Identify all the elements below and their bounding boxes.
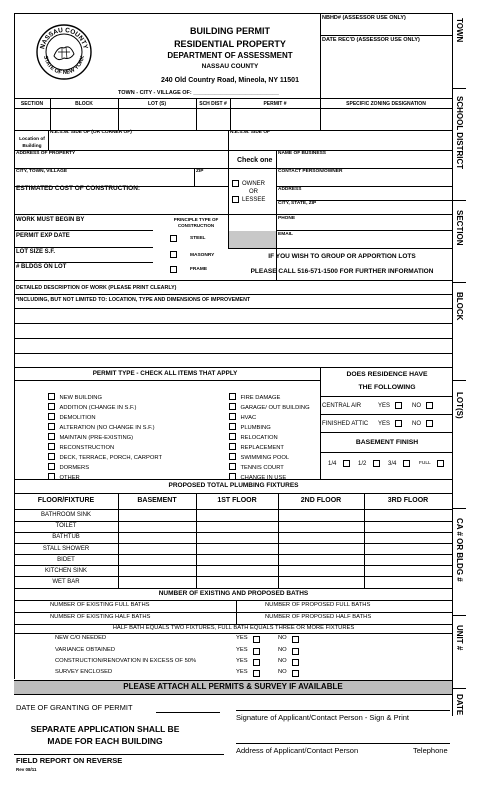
permit-type-item[interactable]: MAINTAIN (PRE-EXISTING) [48, 426, 133, 444]
email-label: EMAIL [278, 232, 293, 237]
question-yes: YES [236, 647, 248, 653]
side-label-block: BLOCK [455, 292, 464, 321]
permit-exp-date: PERMIT EXP DATE [16, 233, 70, 239]
lot-size: LOT SIZE S.F. [16, 249, 56, 255]
plumbing-col-1st: 1ST FLOOR [217, 497, 257, 504]
frame-label: FRAME [190, 267, 208, 272]
residence-title-2: THE FOLLOWING [358, 384, 416, 391]
central-air-no-checkbox[interactable] [426, 402, 433, 409]
masonry-label: MASONRY [190, 253, 215, 258]
question-label: SURVEY ENCLOSED [55, 669, 113, 675]
permit-type-item[interactable]: RELOCATION [229, 426, 278, 444]
zip-label: ZIP [196, 169, 204, 174]
question-no: NO [278, 635, 287, 641]
address-line[interactable] [236, 743, 450, 744]
lots-input[interactable] [119, 109, 195, 129]
permit-type-left-list [48, 386, 228, 481]
separate-application-2: MADE FOR EACH BUILDING [47, 736, 163, 746]
nesw-side-2: N.E.S.W. SIDE OF [230, 130, 270, 135]
location-label: Location of Building [19, 137, 45, 150]
or-label: OR [249, 189, 258, 195]
question-no-checkbox[interactable] [292, 648, 299, 655]
permit-type-item[interactable]: GARAGE/ OUT BUILDING [229, 396, 310, 414]
side-divider [452, 13, 453, 716]
question-yes-checkbox[interactable] [253, 659, 260, 666]
revision-date: Rev 08/11 [16, 767, 37, 772]
date-granting-label: DATE OF GRANTING OF PERMIT [16, 703, 133, 712]
permit-type-item[interactable]: OTHER ____________________________ [48, 466, 172, 484]
separate-application-1: SEPARATE APPLICATION SHALL BE [30, 724, 180, 734]
lessee-checkbox[interactable] [232, 196, 239, 203]
county-seal [36, 24, 92, 80]
col-section: SECTION [20, 101, 44, 107]
question-yes-checkbox[interactable] [253, 636, 260, 643]
permit-type-item[interactable]: SWIMMING POOL [229, 446, 289, 464]
side-label-lots: LOT(S) [455, 392, 464, 419]
col-block: BLOCK [75, 101, 93, 107]
finished-attic-yes-checkbox[interactable] [395, 420, 402, 427]
basement-three-quarter: 3/4 [388, 461, 397, 467]
permit-type-item[interactable]: RECONSTRUCTION [48, 436, 114, 454]
central-air-label: CENTRAL AIR [322, 403, 362, 409]
question-yes: YES [236, 658, 248, 664]
steel-checkbox[interactable] [170, 235, 177, 242]
central-air-yes: YES [378, 403, 391, 409]
proposed-half-baths: NUMBER OF PROPOSED HALF BATHS [265, 614, 372, 620]
phone-label: PHONE [278, 216, 296, 221]
permit-input[interactable] [231, 109, 319, 129]
address-of-property: ADDRESS OF PROPERTY [16, 151, 76, 156]
fixture-label: KITCHEN SINK [44, 568, 87, 574]
question-no: NO [278, 669, 287, 675]
fixture-label: BATHTUB [52, 534, 80, 540]
permit-type-title: PERMIT TYPE - CHECK ALL ITEMS THAT APPLY [92, 370, 238, 377]
plumbing-col-basement: BASEMENT [137, 497, 177, 504]
side-label-town: TOWN [455, 18, 464, 43]
half-bath-note: HALF BATH EQUALS TWO FIXTURES, FULL BATH EQUALS THREE OR MORE FIXTURES [112, 625, 355, 631]
basement-three-quarter-checkbox[interactable] [403, 460, 410, 467]
principle-type: PRINCIPLE TYPE OF CONSTRUCTION [173, 217, 219, 229]
date-granting-line[interactable] [156, 712, 220, 713]
nesw-side: N.E.S.W. SIDE OF (OR CORNER OF) [50, 130, 132, 135]
form-title: BUILDING PERMIT [190, 26, 270, 36]
finished-attic-yes: YES [378, 421, 391, 427]
permit-type-item[interactable]: HVAC [229, 406, 256, 424]
lessee-label: LESSEE [242, 197, 266, 203]
permit-type-item[interactable]: ADDITION (CHANGE IN S.F.) [48, 396, 136, 414]
section-input[interactable] [15, 109, 49, 129]
basement-quarter-checkbox[interactable] [343, 460, 350, 467]
question-no-checkbox[interactable] [292, 636, 299, 643]
question-label: VARIANCE OBTAINED [55, 647, 116, 653]
city-state-zip: CITY, STATE, ZIP [278, 201, 317, 206]
signature-line[interactable] [236, 710, 450, 711]
question-no: NO [278, 658, 287, 664]
question-no-checkbox[interactable] [292, 659, 299, 666]
residence-title-1: DOES RESIDENCE HAVE [346, 371, 428, 378]
plumbing-col-3rd: 3RD FLOOR [387, 497, 429, 504]
plumbing-col-2nd: 2ND FLOOR [300, 497, 342, 504]
central-air-no: NO [412, 403, 421, 409]
basement-full: FULL [419, 461, 431, 466]
existing-half-baths: NUMBER OF EXISTING HALF BATHS [50, 614, 151, 620]
col-lots: LOT (S) [147, 101, 167, 107]
fixture-label: STALL SHOWER [42, 546, 90, 552]
permit-type-item[interactable]: PLUMBING [229, 416, 271, 434]
city-town-village: CITY, TOWN, VILLAGE [16, 169, 68, 174]
contact-person: CONTACT PERSON/OWNER [278, 169, 343, 174]
col-sch-dist: SCH DIST # [199, 101, 227, 107]
question-yes-checkbox[interactable] [253, 648, 260, 655]
permit-type-item[interactable]: DECK, TERRACE, PORCH, CARPORT [48, 446, 162, 464]
check-one: Check one [237, 157, 273, 164]
address-label: Address of Applicant/Contact Person [236, 746, 359, 755]
side-label-date: DATE [455, 694, 464, 716]
permit-type-item[interactable]: TENNIS COURT [229, 456, 284, 474]
work-must-begin: WORK MUST BEGIN BY [16, 217, 85, 223]
basement-full-checkbox[interactable] [437, 460, 444, 467]
sch-dist-input[interactable] [197, 109, 229, 129]
side-label-school-district: SCHOOL DISTRICT [455, 96, 464, 170]
masonry-checkbox[interactable] [170, 251, 177, 258]
owner-checkbox[interactable] [232, 180, 239, 187]
town-city-village: TOWN - CITY - VILLAGE OF: ____________________________ [118, 90, 279, 96]
assessor-shaded-area [229, 231, 276, 249]
date-recd-label: DATE REC'D (ASSESSOR USE ONLY) [322, 37, 420, 43]
side-label-ca-bldg: CA # OR BLDG # [455, 518, 464, 582]
owner-label: OWNER [242, 181, 265, 187]
fixture-label: TOILET [55, 523, 77, 529]
col-zoning: SPECIFIC ZONING DESIGNATION [346, 101, 426, 107]
central-air-yes-checkbox[interactable] [395, 402, 402, 409]
description-textarea[interactable] [15, 309, 452, 366]
finished-attic-label: FINISHED ATTIC [322, 421, 369, 427]
permit-type-item[interactable]: FIRE DAMAGE [229, 386, 280, 404]
permit-type-item[interactable]: REPLACEMENT [229, 436, 284, 454]
department-name: DEPARTMENT OF ASSESSMENT [167, 51, 293, 60]
zoning-input[interactable] [321, 109, 452, 129]
side-label-unit: UNIT # [455, 625, 464, 651]
fixture-label: BIDET [57, 557, 75, 563]
steel-label: STEEL [190, 236, 206, 241]
col-permit: PERMIT # [263, 101, 287, 107]
group-lots-line1: IF YOU WISH TO GROUP OR APPORTION LOTS [268, 253, 416, 260]
form-subtitle: RESIDENTIAL PROPERTY [174, 39, 286, 49]
permit-type-item[interactable]: ALTERATION (NO CHANGE IN S.F.) [48, 416, 155, 434]
permit-type-item[interactable]: CHANGE IN USE [229, 466, 286, 484]
question-label: NEW C/O NEEDED [55, 635, 107, 641]
description-note: *INCLUDING, BUT NOT LIMITED TO: LOCATION, TYPE AND DIMENSIONS OF IMPROVEMENT [16, 297, 251, 303]
permit-type-item[interactable]: NEW BUILDING [48, 386, 102, 404]
basement-quarter: 1/4 [328, 461, 337, 467]
permit-type-item[interactable]: DEMOLITION [48, 406, 96, 424]
question-no-checkbox[interactable] [292, 670, 299, 677]
question-label: CONSTRUCTION/RENOVATION IN EXCESS OF 50% [55, 658, 197, 664]
basement-finish-label: BASEMENT FINISH [355, 439, 419, 446]
question-yes-checkbox[interactable] [253, 670, 260, 677]
estimated-cost: ESTIMATED COST OF CONSTRUCTION: [16, 185, 141, 192]
frame-checkbox[interactable] [170, 266, 177, 273]
field-report-note: FIELD REPORT ON REVERSE [16, 756, 123, 765]
block-input[interactable] [51, 109, 117, 129]
fixture-label: WET BAR [52, 579, 80, 585]
question-yes: YES [236, 635, 248, 641]
county-name: NASSAU COUNTY [201, 63, 259, 70]
bldgs-on-lot: # BLDGS ON LOT [16, 264, 67, 270]
existing-full-baths: NUMBER OF EXISTING FULL BATHS [50, 602, 150, 608]
permit-type-item[interactable]: DORMERS [48, 456, 89, 474]
side-label-section: SECTION [455, 210, 464, 246]
basement-half: 1/2 [358, 461, 367, 467]
description-label: DETAILED DESCRIPTION OF WORK (PLEASE PRINT CLEARLY) [16, 285, 177, 291]
department-address: 240 Old Country Road, Mineola, NY 11501 [161, 77, 299, 84]
svg-text:STATE OF NEW YORK: STATE OF NEW YORK [42, 55, 86, 77]
address-label: ADDRESS [278, 187, 302, 192]
attach-notice: PLEASE ATTACH ALL PERMITS & SURVEY IF AVAILABLE [123, 682, 343, 691]
finished-attic-no-checkbox[interactable] [426, 420, 433, 427]
fixture-label: BATHROOM SINK [41, 512, 91, 518]
proposed-full-baths: NUMBER OF PROPOSED FULL BATHS [265, 602, 371, 608]
baths-title: NUMBER OF EXISTING AND PROPOSED BATHS [158, 590, 309, 597]
plumbing-col-floor: FLOOR/FIXTURE [37, 497, 95, 504]
signature-label: Signature of Applicant/Contact Person - Sign & Print [236, 713, 410, 722]
svg-text:NASSAU COUNTY: NASSAU COUNTY [39, 26, 89, 50]
permit-type-right-list [229, 386, 319, 481]
telephone-label: Telephone [413, 746, 448, 755]
question-no: NO [278, 647, 287, 653]
basement-half-checkbox[interactable] [373, 460, 380, 467]
finished-attic-no: NO [412, 421, 421, 427]
plumbing-title: PROPOSED TOTAL PLUMBING FIXTURES [168, 482, 299, 489]
question-yes: YES [236, 669, 248, 675]
name-of-business: NAME OF BUSINESS [278, 151, 326, 156]
nbhd-label: NBHD# (ASSESSOR USE ONLY) [322, 15, 406, 21]
group-lots-line2: PLEASE CALL 516-571-1500 FOR FURTHER INFORMATION [250, 268, 434, 275]
